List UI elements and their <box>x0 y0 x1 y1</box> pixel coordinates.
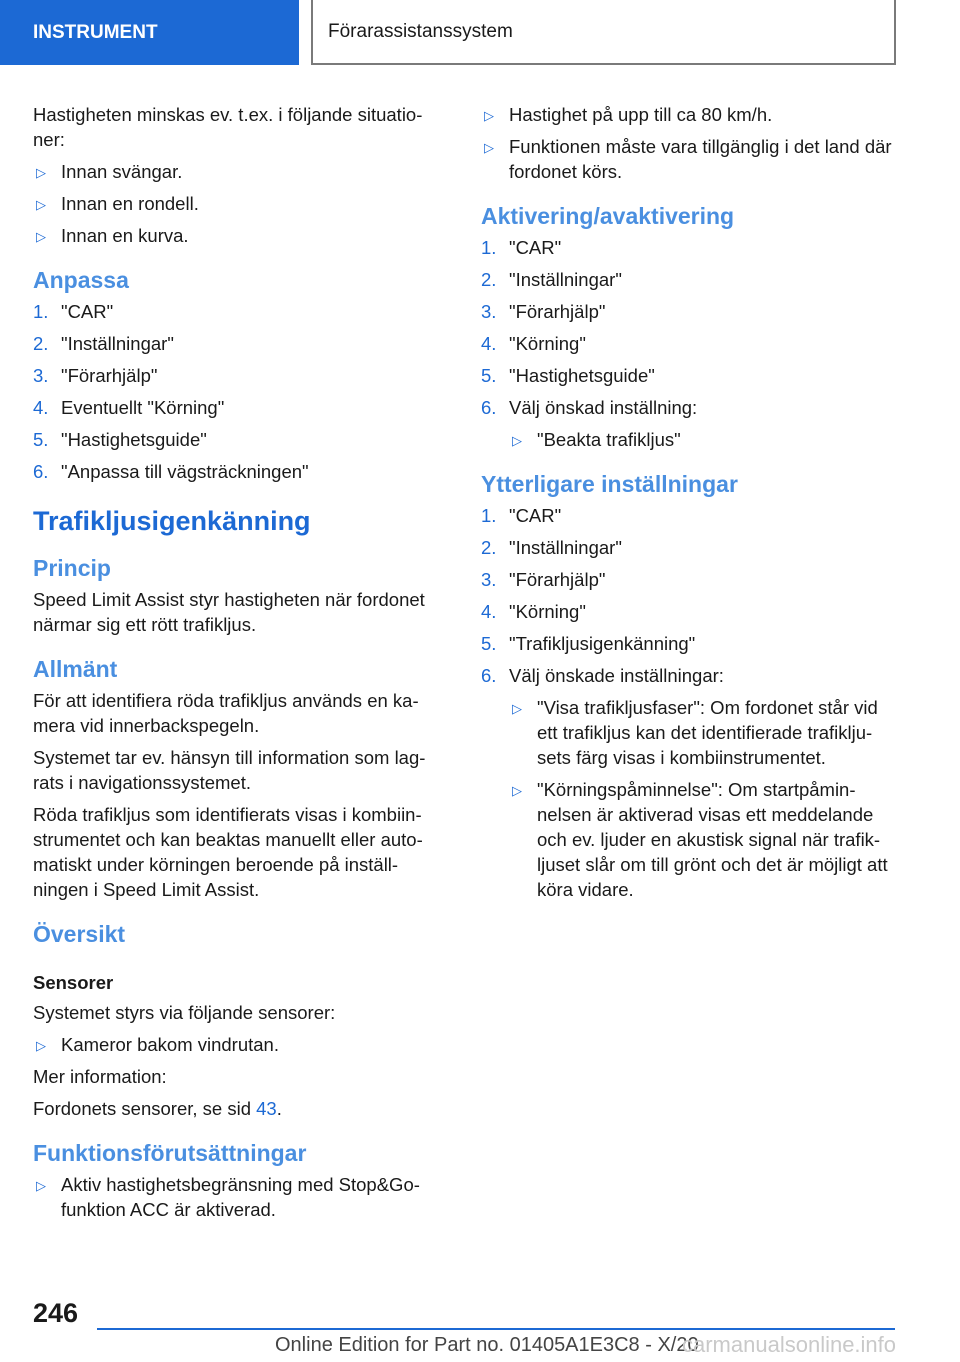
bullet-triangle-icon: ▷ <box>36 165 46 180</box>
situation-list <box>33 159 443 248</box>
allmant-p1: För att identifiera röda trafikljus används en ka-mera vid innerbackspegeln. <box>33 690 419 736</box>
right-column <box>481 102 901 909</box>
sensorer-subheading: Sensorer <box>33 972 114 993</box>
list-item: 2. "Inställningar" <box>33 333 174 354</box>
list-item: 6. Välj önskad inställning: ▷ "Beakta trafikljus" <box>481 395 901 452</box>
list-item: 4. Eventuellt "Körning" <box>33 397 225 418</box>
list-item: ▷ Innan svängar. <box>33 159 443 184</box>
bullet-triangle-icon: ▷ <box>36 1178 46 1193</box>
funktion-heading: Funktionsförutsättningar <box>33 1140 307 1166</box>
more-info-label: Mer information: <box>33 1066 167 1087</box>
sensor-reference: Fordonets sensorer, se sid 43. <box>33 1098 282 1119</box>
list-item: 2. "Inställningar" <box>481 537 622 558</box>
allmant-p3: Röda trafikljus som identifierats visas i kombiin-strumentet och kan beaktas manuellt eller auto-matiskt under körningen beroende på inställ-ningen i Speed Limit Assist. <box>33 804 423 900</box>
page-number: 246 <box>33 1298 79 1328</box>
bullet-triangle-icon: ▷ <box>36 197 46 212</box>
list-item: 1. "CAR" <box>33 301 114 322</box>
bullet-triangle-icon: ▷ <box>484 140 494 155</box>
bullet-triangle-icon: ▷ <box>512 433 522 448</box>
list-item: 6. Välj önskade inställningar: ▷ "Visa trafikljusfaser": Om fordonet står vid ett trafikljus kan det identifierade trafiklju-sets färg visas i kombiinstrumentet. ▷ "Körningspåminnelse": Om startpåmin-nelsen är aktiverad visas ett meddelande och ev. ljuder en akustisk signal när trafik-ljuset slår om till grönt och det är möjligt att köra vidare. <box>481 663 901 902</box>
princip-text: Speed Limit Assist styr hastigheten när fordonet närmar sig ett rött trafikljus. <box>33 589 425 635</box>
list-item: 5. "Hastighetsguide" <box>33 429 207 450</box>
left-column <box>33 102 443 1229</box>
anpassa-steps <box>33 299 443 484</box>
list-item: ▷ Hastighet på upp till ca 80 km/h. <box>481 102 901 127</box>
list-item: ▷ Aktiv hastighetsbegränsning med Stop&Go-funktion ACC är aktiverad. <box>36 1174 420 1220</box>
chapter-tab-label: INSTRUMENT <box>33 21 158 43</box>
traffic-light-heading: Trafikljusigenkänning <box>33 506 311 536</box>
ytterligare-steps <box>481 503 901 902</box>
list-item: ▷ Innan en rondell. <box>33 191 443 216</box>
list-item: ▷ "Visa trafikljusfaser": Om fordonet står vid ett trafikljus kan det identifierade trafiklju-sets färg visas i kombiinstrumentet. <box>512 697 878 768</box>
list-item: 5. "Trafikljusigenkänning" <box>481 633 696 654</box>
edition-text: Online Edition for Part no. 01405A1E3C8 - X/20 <box>275 1334 699 1356</box>
watermark-text: carmanualsonline.info <box>682 1332 897 1357</box>
condition-list <box>481 102 901 184</box>
list-item: 5. "Hastighetsguide" <box>481 365 655 386</box>
section-header <box>311 0 896 65</box>
princip-heading: Princip <box>33 555 111 581</box>
allmant-heading: Allmänt <box>33 656 118 682</box>
page-link[interactable]: 43 <box>256 1098 277 1119</box>
list-item: 3. "Förarhjälp" <box>481 569 606 590</box>
sensorer-text: Systemet styrs via följande sensorer: <box>33 1002 336 1023</box>
bullet-triangle-icon: ▷ <box>512 701 522 716</box>
list-item: 4. "Körning" <box>481 601 586 622</box>
list-item: 1. "CAR" <box>481 237 562 258</box>
bullet-triangle-icon: ▷ <box>484 108 494 123</box>
intro-text: Hastigheten minskas ev. t.ex. i följande situatio-ner: <box>33 104 423 150</box>
list-item: ▷ Innan en kurva. <box>33 223 443 248</box>
bullet-triangle-icon: ▷ <box>512 783 522 798</box>
list-item: 4. "Körning" <box>481 333 586 354</box>
section-title: Förarassistanssystem <box>328 20 513 42</box>
allmant-p2: Systemet tar ev. hänsyn till information som lag-rats i navigationssystemet. <box>33 747 426 793</box>
list-item: 3. "Förarhjälp" <box>481 301 606 322</box>
aktivering-sub-list <box>509 427 901 452</box>
list-item: ▷ Kameror bakom vindrutan. <box>33 1032 443 1057</box>
oversikt-heading: Översikt <box>33 921 126 947</box>
list-item: ▷ "Körningspåminnelse": Om startpåmin-nelsen är aktiverad visas ett meddelande och ev. ljuder en akustisk signal när trafik-ljuset slår om till grönt och det är möjligt att köra vidare. <box>512 779 888 900</box>
footer-divider <box>97 1328 895 1330</box>
bullet-triangle-icon: ▷ <box>36 1038 46 1053</box>
chapter-tab <box>0 0 299 65</box>
aktivering-heading: Aktivering/avaktivering <box>481 203 735 229</box>
list-item: 6. "Anpassa till vägsträckningen" <box>33 461 309 482</box>
anpassa-heading: Anpassa <box>33 267 129 293</box>
list-item: 3. "Förarhjälp" <box>33 365 158 386</box>
list-item: ▷ Funktionen måste vara tillgänglig i det land där fordonet körs. <box>484 136 892 182</box>
aktivering-steps <box>481 235 901 452</box>
list-item: 2. "Inställningar" <box>481 269 622 290</box>
sensor-list <box>33 1032 443 1057</box>
list-item: 1. "CAR" <box>481 505 562 526</box>
list-item: ▷ "Beakta trafikljus" <box>509 427 901 452</box>
ytterligare-heading: Ytterligare inställningar <box>481 471 738 497</box>
ytterligare-sub-list <box>509 695 901 902</box>
funktion-list <box>33 1172 443 1222</box>
bullet-triangle-icon: ▷ <box>36 229 46 244</box>
